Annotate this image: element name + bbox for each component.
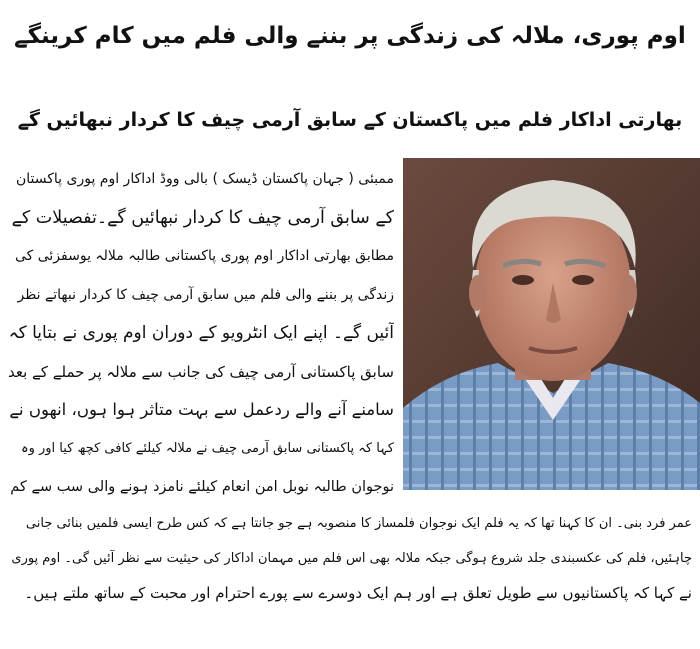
full-line: عمر فرد بنی۔ ان کا کہنا تھا کہ یہ فلم ایک نوجوان فلمساز کا منصوبہ ہے جو جانتا ہے کہ کس طرح ایسی فلمیں بنائی جانی (25, 516, 692, 531)
column-line: سامنے آنے والے ردعمل سے بہت متاثر ہوا ہوں، انھوں نے (9, 400, 394, 419)
subheadline: بھارتی اداکار فلم میں پاکستان کے سابق آرمی چیف کا کردار نبھائیں گے (17, 109, 683, 131)
full-line: نے کہا کہ پاکستانیوں سے طویل تعلق ہے اور ہم ایک دوسرے سے پورے احترام اور محبت کے ساتھ ملتے ہیں۔ (24, 584, 692, 602)
full-line: چاہئیں، فلم کی عکسبندی جلد شروع ہوگی جبکہ ملالہ بھی اس فلم میں مہمان اداکار کی حیثیت سے نظر آئیں گی۔ اوم پوری (11, 551, 692, 566)
column-line: ممبئی ( جہان پاکستان ڈیسک ) بالی ووڈ اداکار اوم پوری پاکستان (15, 171, 394, 187)
column-line: کہا کہ پاکستانی سابق آرمی چیف نے ملالہ کیلئے کافی کچھ کیا اور وہ (20, 440, 394, 456)
article-column (8, 160, 394, 507)
column-line: آئیں گے۔ اپنے ایک انٹرویو کے دوران اوم پوری نے بتایا کہ (8, 323, 394, 343)
column-line: زندگی پر بننے والی فلم میں سابق آرمی چیف کا کردار نبھاتے نظر (17, 286, 394, 303)
column-line: کے سابق آرمی چیف کا کردار نبھائیں گے۔تفصیلات کے (11, 207, 394, 228)
article-full-width (8, 506, 692, 611)
portrait-photo (403, 158, 700, 490)
column-line: مطابق بھارتی اداکار اوم پوری پاکستانی طالبہ ملالہ یوسفزئی کی (14, 248, 394, 264)
column-line: سابق پاکستانی آرمی چیف کی جانب سے ملالہ پر حملے کے بعد (8, 362, 394, 381)
column-line: نوجوان طالبہ نوبل امن انعام کیلئے نامزد ہونے والی سب سے کم (10, 479, 394, 495)
headline: اوم پوری، ملالہ کی زندگی پر بننے والی فلم میں کام کرینگے (14, 23, 686, 49)
portrait-illustration (403, 158, 700, 490)
